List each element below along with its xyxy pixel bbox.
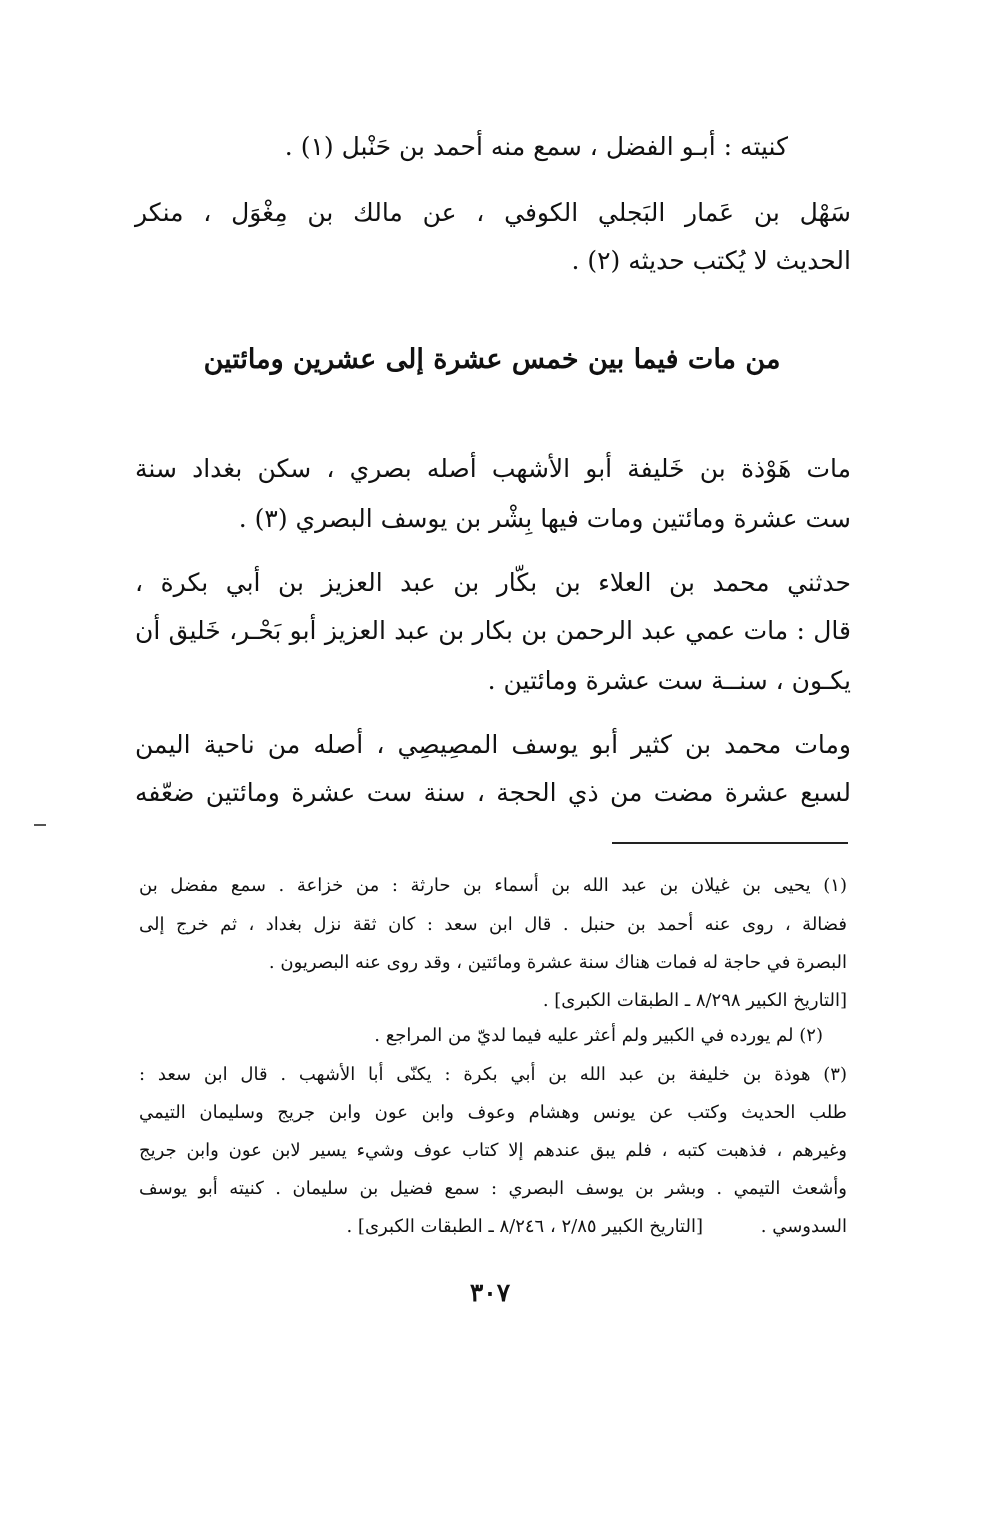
footnote-2: (٢) لم يورده في الكبير ولم أعثر عليه فيما لديّ من المراجع . <box>374 1025 823 1046</box>
paragraph-kunya: كنيته : أبـو الفضل ، سمع منه أحمد بن حَنْبل (١) . <box>284 132 788 161</box>
scan-margin-mark <box>34 824 46 826</box>
paragraph-sahl-line-2: الحديث لا يُكتب حديثه (٢) . <box>571 246 851 275</box>
footnote-3-line-4: وأشعث التيمي . وبشر بن يوسف البصري : سمع فضيل بن سليمان . كنيته أبو يوسف <box>139 1178 847 1199</box>
section-heading: من مات فيما بين خمس عشرة إلى عشرين ومائتين <box>203 344 781 375</box>
paragraph-sahl-line-1: سَهْل بن عَمار البَجلي الكوفي ، عن مالك بن مِغْوَل ، منكر <box>135 198 851 227</box>
paragraph-muhammad-line-1: ومات محمد بن كثير أبو يوسف المصِيصِي ، أصله من ناحية اليمن <box>135 730 851 759</box>
footnote-3-line-5-start: السدوسي . <box>760 1216 847 1237</box>
paragraph-haddathani-line-3: يكـون ، سنــة ست عشرة ومائتين . <box>487 666 851 695</box>
footnote-separator <box>612 842 848 844</box>
footnote-3-line-3: وغيرهم ، فذهبت كتبه ، فلم يبق عندهم إلا كتاب عوف وشيء يسير لابن عون وابن جريج <box>139 1140 847 1161</box>
paragraph-haddathani-line-2: قال : مات عمي عبد الرحمن بن بكار بن عبد العزيز أبو بَحْـر، خَليق أن <box>135 616 851 645</box>
footnote-1-line-2: فضالة ، روى عنه أحمد بن حنبل . قال ابن سعد : كان ثقة نزل بغداد ، ثم خرج إلى <box>139 914 847 935</box>
footnote-3-source: [التاريخ الكبير ٢/٨٥ ، ٨/٢٤٦ ـ الطبقات الكبرى] . <box>346 1216 703 1237</box>
footnote-1-line-1: (١) يحيى بن غيلان بن عبد الله بن أسماء بن حارثة : من خزاعة . سمع مفضل بن <box>139 875 847 896</box>
footnote-1-line-3: البصرة في حاجة له فمات هناك سنة عشرة ومائتين ، وقد روى عنه البصريون . <box>268 952 847 973</box>
footnote-3-line-1: (٣) هوذة بن خليفة بن عبد الله بن أبي بكرة : يكنّى أبا الأشهب . قال ابن سعد : <box>139 1064 847 1085</box>
footnote-3-line-2: طلب الحديث وكتب عن يونس وهشام وعوف وابن عون وابن جريج وسليمان التيمي <box>139 1102 847 1123</box>
footnote-1-source: [التاريخ الكبير ٨/٢٩٨ ـ الطبقات الكبرى] . <box>542 990 847 1011</box>
paragraph-hawdha-line-1: مات هَوْذة بن خَليفة أبو الأشهب أصله بصري ، سكن بغداد سنة <box>135 454 851 483</box>
paragraph-hawdha-line-2: ست عشرة ومائتين ومات فيها بِشْر بن يوسف البصري (٣) . <box>238 504 851 533</box>
page-number: ٣٠٧ <box>469 1278 511 1307</box>
paragraph-haddathani-line-1: حدثني محمد بن العلاء بن بكّار بن عبد العزيز بن أبي بكرة ، <box>135 568 851 597</box>
paragraph-muhammad-line-2: لسبع عشرة مضت من ذي الحجة ، سنة ست عشرة ومائتين ضعّفه <box>135 778 851 807</box>
